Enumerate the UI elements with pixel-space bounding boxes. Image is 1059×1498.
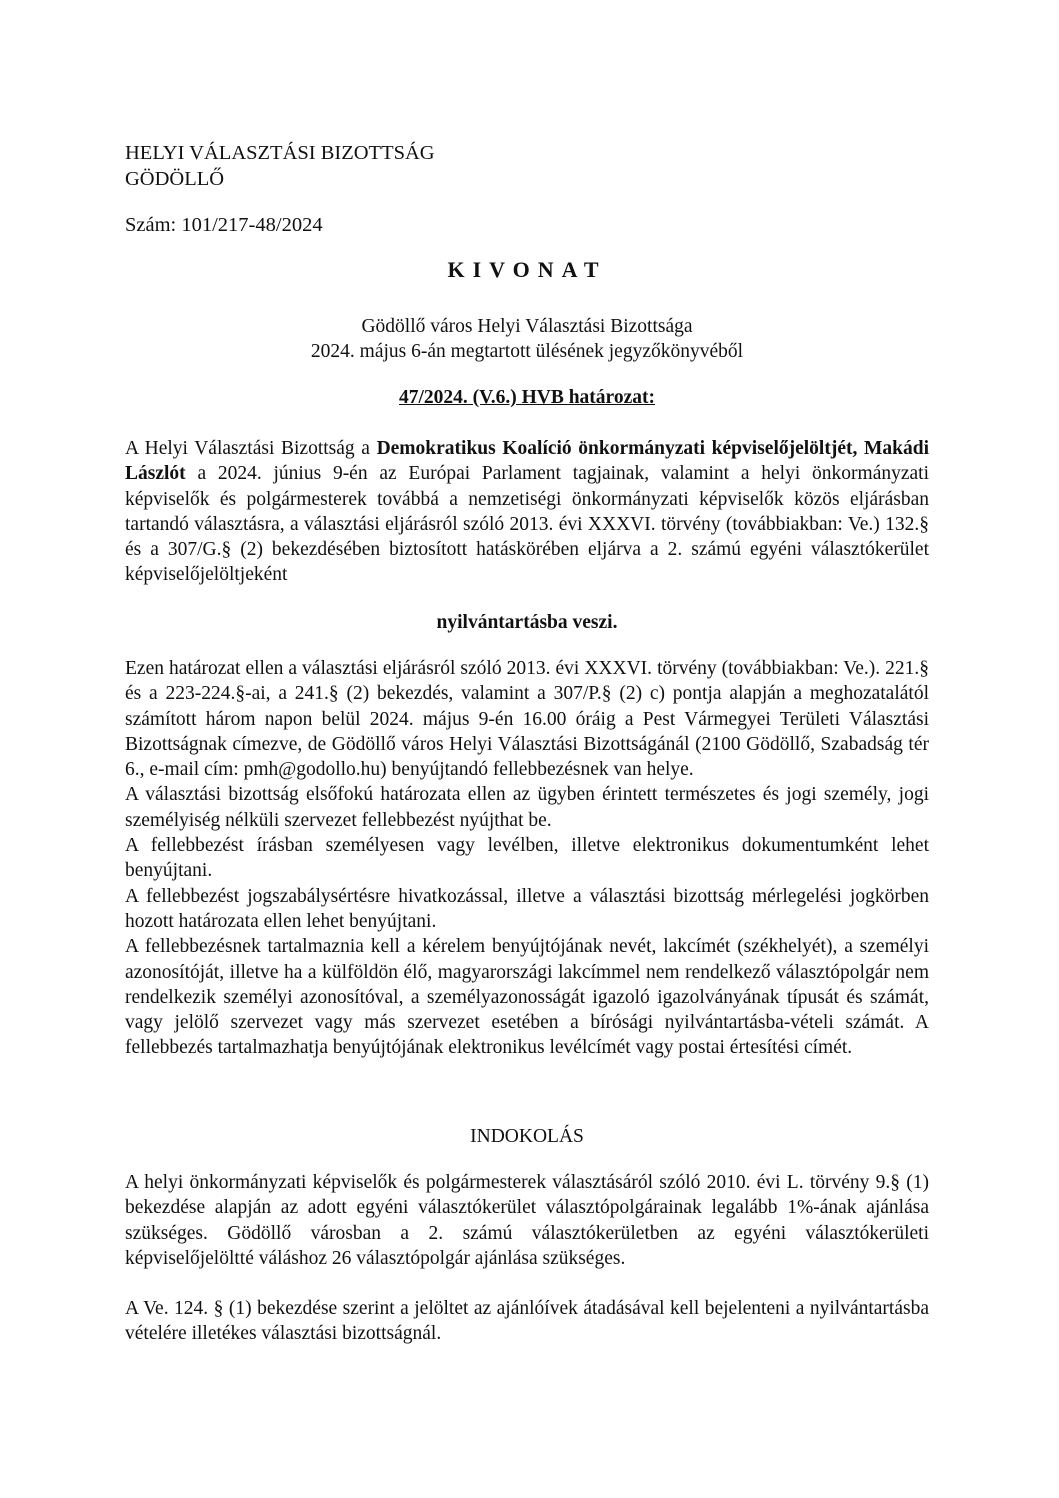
remedy-paragraph: A fellebbezésnek tartalmaznia kell a kérelem benyújtójának nevét, lakcímét (székhelyét), a személyi azonosítóját, illetve ha a külföldön élő, magyarországi lakcímmel nem rendelkező választópolgár nem rendelkezik személyi azonosítóval, a személyazonosságát igazoló igazolványának típusát és számát, vagy jelölő szervezet vagy más szervezet esetében a bírósági nyilvántartásba-vételi számát. A fellebbezés tartalmazhatja benyújtójának elektronikus levélcímét vagy postai értesítési címét. <box>125 936 929 1059</box>
decision-paragraph <box>125 436 929 588</box>
reasoning-heading: INDOKOLÁS <box>470 1126 584 1147</box>
authority-name: HELYI VÁLASZTÁSI BIZOTTSÁG <box>125 142 435 164</box>
decision-heading: 47/2024. (V.6.) HVB határozat: <box>398 387 655 408</box>
decision-text-intro: A Helyi Választási Bizottság a <box>125 438 377 459</box>
legal-remedy-section <box>125 656 929 1061</box>
decision-text-body: a 2024. június 9-én az Európai Parlament tagjainak, valamint a helyi önkormányzati képviselők és polgármesterek továbbá a nemzetiségi önkormányzati képviselők közös eljárásban tartandó választásra, a választási eljárásról szóló 2013. évi XXXVI. törvény (továbbiakban: Ve.) 132.§ és a 307/G.§ (2) bekezdésében biztosított hatáskörében eljárva a 2. számú egyéni választókerület képviselőjelöltjeként <box>125 463 929 586</box>
document-title: KIVONAT <box>447 257 607 282</box>
remedy-paragraph: A választási bizottság elsőfokú határozata ellen az ügyben érintett természetes és jogi személy, jogi személyiség nélküli szervezet fellebbezést nyújthat be. <box>125 784 929 831</box>
reasoning-paragraph: A Ve. 124. § (1) bekezdése szerint a jelöltet az ajánlóívek átadásával kell bejelenteni a nyilvántartásba vételére illetékes választási bizottságnál. <box>125 1298 929 1345</box>
verdict: nyilvántartásba veszi. <box>436 612 618 633</box>
remedy-paragraph: Ezen határozat ellen a választási eljárásról szóló 2013. évi XXXVI. törvény (továbbiakban: Ve.). 221.§ és a 223-224.§-ai, a 241.§ (2) bekezdés, valamint a 307/P.§ (2) c) pontja alapján a meghozatalától számított három napon belül 2024. május 9-én 16.00 óráig a Pest Vármegyei Területi Választási Bizottságnak címezve, de Gödöllő város Helyi Választási Bizottságánál (2100 Gödöllő, Szabadság tér 6., e-mail cím: pmh@godollo.hu) benyújtandó fellebbezésnek van helye. <box>125 658 929 781</box>
reasoning-section <box>125 1170 929 1347</box>
authority-city: GÖDÖLLŐ <box>125 168 225 190</box>
issuing-authority <box>125 140 435 192</box>
subtitle-line-2: 2024. május 6-án megtartott ülésének jegyzőkönyvéből <box>310 341 744 362</box>
candidate-name: Demokratikus Koalíció önkormányzati képviselőjelöltjét, Makádi Lászlót <box>125 438 929 485</box>
document-number: Szám: 101/217-48/2024 <box>125 214 323 236</box>
remedy-paragraph: A fellebbezést jogszabálysértésre hivatkozással, illetve a választási bizottság mérlegelési jogkörben hozott határozata ellen lehet benyújtani. <box>125 885 929 932</box>
document-subtitle <box>125 314 929 364</box>
subtitle-line-1: Gödöllő város Helyi Választási Bizottsága <box>361 316 693 337</box>
remedy-paragraph: A fellebbezést írásban személyesen vagy levélben, illetve elektronikus dokumentumként lehet benyújtani. <box>125 835 929 882</box>
reasoning-paragraph: A helyi önkormányzati képviselők és polgármesterek választásáról szóló 2010. évi L. törvény 9.§ (1) bekezdése alapján az adott egyéni választókerület választópolgárainak legalább 1%-ának ajánlása szükséges. Gödöllő városban a 2. számú választókerületben az egyéni választókerületi képviselőjelöltté váláshoz 26 választópolgár ajánlása szükséges. <box>125 1172 929 1269</box>
